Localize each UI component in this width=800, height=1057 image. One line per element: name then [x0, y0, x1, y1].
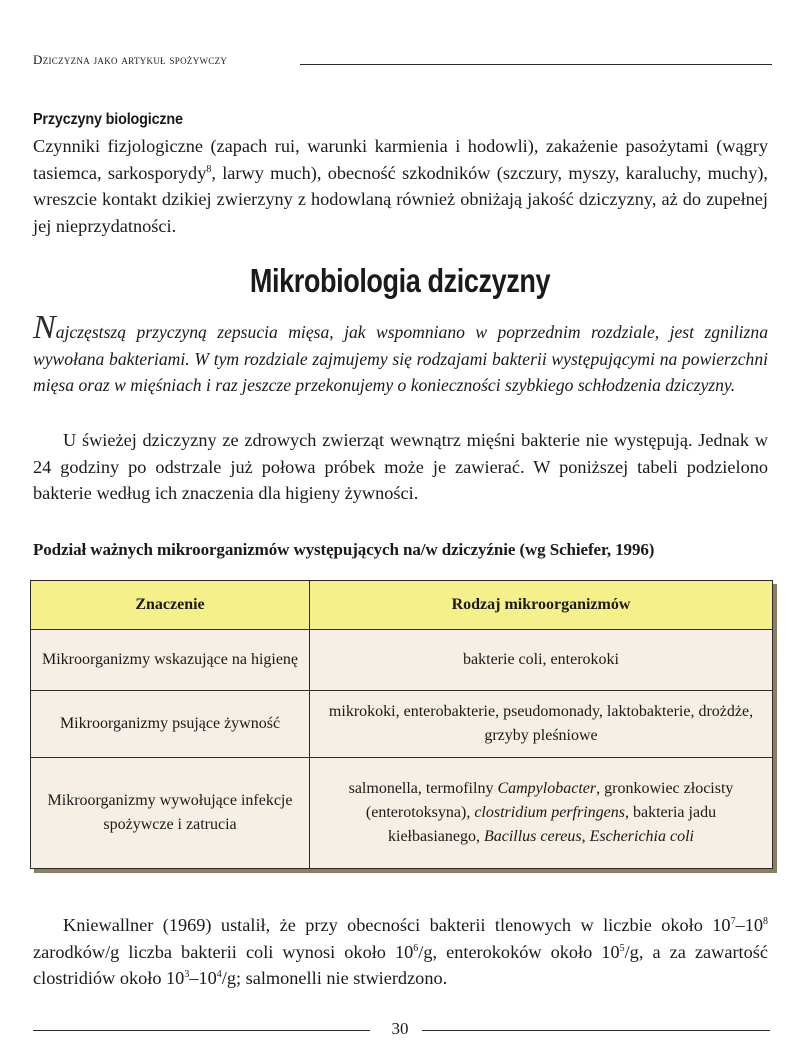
cell-text: salmonella, termofilny: [348, 780, 498, 797]
exponent: 8: [763, 915, 768, 927]
cell-text: , bakteria jadu kiełbasianego,: [388, 804, 717, 845]
exponent: 5: [619, 942, 625, 954]
cell-organisms: bakterie coli, enterokoki: [310, 630, 773, 691]
paragraph-text: /g, a za zawartość clostridiów około 10: [33, 941, 768, 988]
paragraph-text: , larwy much), obecność szkodników (szczury, myszy, karaluchy, muchy), wreszcie kontakt dzikiej zwierzyny z hodowlaną również obniżają jakość dziczyzny, aż do zupełnej jej nieprzydatności.: [33, 162, 768, 236]
paragraph-kniewallner: [33, 912, 768, 992]
paragraph-text: Kniewallner (1969) ustalił, że przy obecności bakterii tlenowych w liczbie około 10: [63, 915, 731, 935]
table-row: [31, 691, 773, 758]
cell-significance: Mikroorganizmy wskazujące na higienę: [31, 630, 310, 691]
intro-text: ajczęstszą przyczyną zepsucia mięsa, jak wspomniano w poprzednim rozdziale, jest zgnilizna wywołana bakteriami. W tym rozdziale zajmujemy się rodzajami bakterii występującymi na powierzchni mięsa oraz w mięśniach i raz jeszcze przekonujemy o konieczności szybkiego schłodzenia dziczyzny.: [33, 322, 768, 395]
paragraph-text: /g, enterokoków około 10: [418, 941, 620, 962]
species-name: Campylobacter: [497, 780, 597, 797]
table-row: [31, 630, 773, 691]
exponent: 7: [730, 915, 736, 927]
cell-significance: Mikroorganizmy psujące żywność: [31, 691, 310, 758]
footer-rule-left: [33, 1030, 370, 1031]
exponent: 3: [184, 968, 190, 980]
paragraph-text: –10: [189, 968, 217, 988]
drop-cap: N: [33, 309, 56, 346]
page-number: 30: [391, 1019, 409, 1038]
paragraph-text: –10: [735, 915, 763, 935]
paragraph-fresh-game: U świeżej dziczyzny ze zdrowych zwierząt wewnątrz mięśni bakterie nie występują. Jednak w 24 godziny po odstrzale już połowa próbek może je zawierać. W poniższej tabeli podzielono bakterie według ich znaczenia dla higieny żywności.: [33, 430, 768, 503]
section-heading: Przyczyny biologiczne: [33, 111, 183, 128]
header-rule: [300, 64, 772, 65]
running-header: Dziczyzna jako artykuł spożywczy: [33, 52, 228, 67]
footnote-marker: 8: [206, 163, 212, 175]
cell-significance: Mikroorganizmy wywołujące infekcje spożywcze i zatrucia: [31, 758, 310, 869]
header-organisms: Rodzaj mikroorganizmów: [310, 581, 773, 630]
footer-rule-right: [422, 1030, 770, 1031]
paragraph-text: zarodków/g liczba bakterii coli wynosi około 10: [33, 941, 414, 962]
header-significance: Znaczenie: [31, 581, 310, 630]
cell-organisms: mikrokoki, enterobakterie, pseudomonady, laktobakterie, drożdże, grzyby pleśniowe: [310, 691, 773, 758]
table-row: [31, 758, 773, 869]
chapter-title: Mikrobiologia dziczyzny: [249, 262, 551, 299]
cell-text: , gronkowiec złocisty (enterotoksyna),: [365, 780, 734, 821]
exponent: 4: [216, 968, 222, 980]
exponent: 6: [413, 942, 419, 954]
paragraph-text: /g; salmonelli nie stwierdzono.: [221, 968, 448, 988]
table-caption: Podział ważnych mikroorganizmów występujących na/w dziczyźnie (wg Schiefer, 1996): [33, 540, 655, 559]
microorganisms-table: [30, 580, 773, 869]
species-name: Bacillus cereus: [483, 828, 582, 845]
paragraph-biological-causes: [33, 133, 768, 239]
cell-text: ,: [581, 828, 590, 845]
table-header-row: [31, 581, 773, 630]
species-name: clostridium perfringens: [474, 804, 625, 821]
species-name: Escherichia coli: [589, 828, 694, 845]
chapter-intro: [33, 309, 768, 399]
cell-organisms: [310, 758, 773, 869]
paragraph-text: Czynniki fizjologiczne (zapach rui, warunki karmienia i hodowli), zakażenie pasożytami (wągry tasiemca, sarkosporydy: [33, 136, 768, 183]
